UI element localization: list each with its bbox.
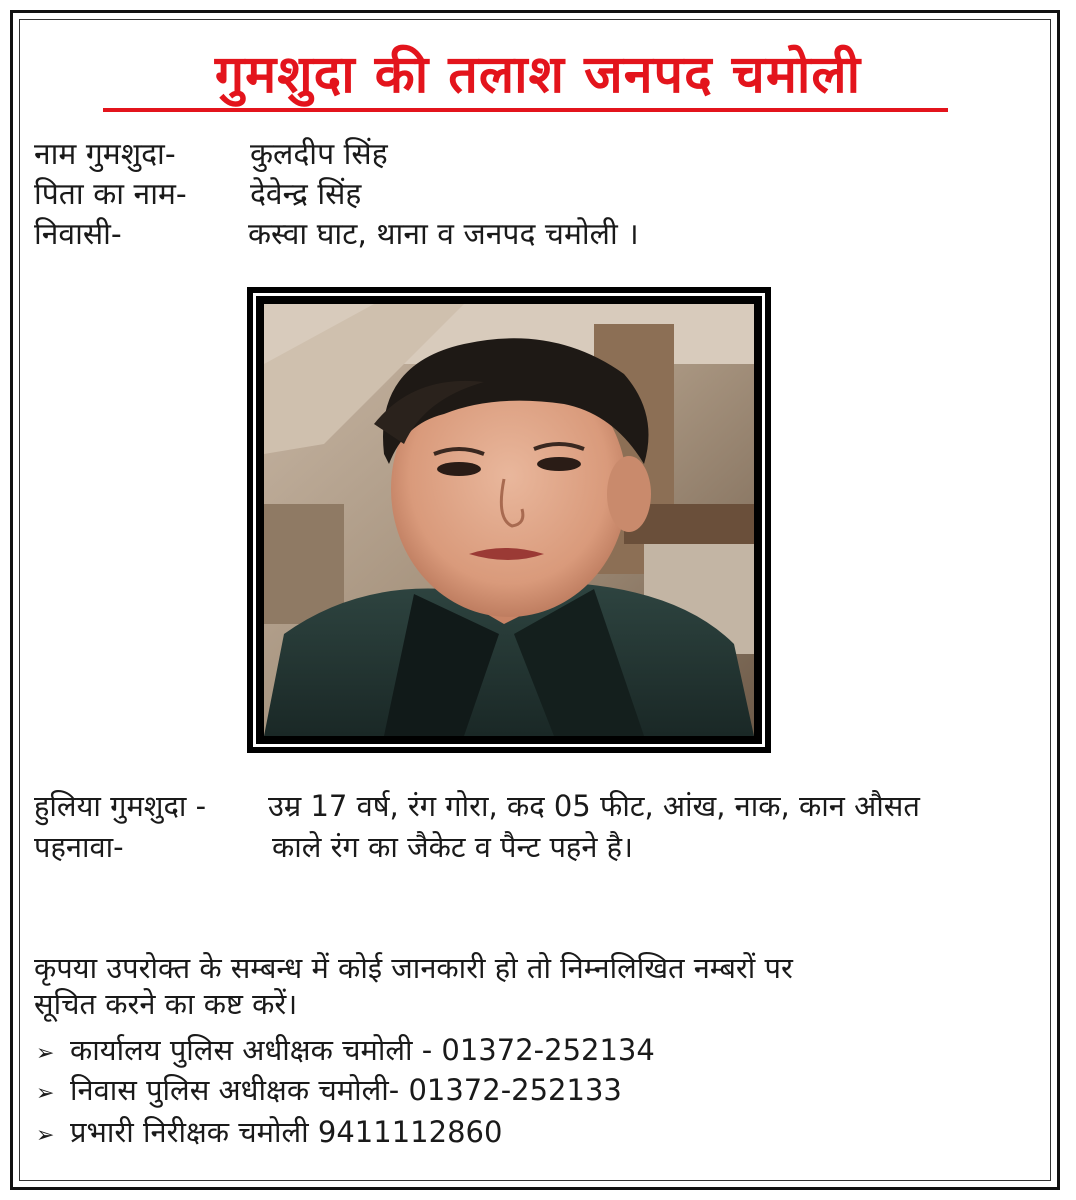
- missing-person-photo: [264, 304, 754, 736]
- contact-text: कार्यालय पुलिस अधीक्षक चमोली - 01372-252134: [70, 1033, 655, 1067]
- request-line-1: कृपया उपरोक्त के सम्बन्ध में कोई जानकारी हो तो निम्नलिखित नम्बरों पर: [34, 951, 793, 985]
- appearance-label: हुलिया गुमशुदा -: [34, 789, 207, 823]
- residence-value: कस्वा घाट, थाना व जनपद चमोली ।: [248, 217, 639, 252]
- father-value: देवेन्द्र सिंह: [250, 177, 362, 212]
- photo-frame: [247, 287, 771, 753]
- contact-item: [36, 1114, 502, 1154]
- name-label: नाम गुमशुदा-: [34, 137, 176, 172]
- request-line-2: सूचित करने का कष्ट करें।: [34, 987, 298, 1021]
- arrow-bullet-icon: ➢: [36, 1081, 55, 1106]
- contact-item: [36, 1032, 655, 1072]
- appearance-row: [34, 788, 920, 824]
- contact-item: [36, 1072, 622, 1112]
- contact-text: प्रभारी निरीक्षक चमोली 9411112860: [70, 1115, 503, 1149]
- poster-title: गुमशुदा की तलाश जनपद चमोली: [214, 45, 862, 105]
- father-label: पिता का नाम-: [34, 177, 187, 212]
- clothing-label: पहनावा-: [34, 830, 124, 864]
- contact-text: निवास पुलिस अधीक्षक चमोली- 01372-252133: [70, 1073, 622, 1107]
- arrow-bullet-icon: ➢: [36, 1123, 55, 1148]
- name-value: कुलदीप सिंह: [250, 137, 388, 172]
- residence-label: निवासी-: [34, 217, 122, 252]
- title-underline: [103, 108, 948, 112]
- appearance-value: उम्र 17 वर्ष, रंग गोरा, कद 05 फीट, आंख, नाक, कान औसत: [268, 789, 920, 823]
- clothing-value: काले रंग का जैकेट व पैन्ट पहने है।: [272, 830, 634, 864]
- clothing-row: [34, 829, 634, 865]
- arrow-bullet-icon: ➢: [36, 1041, 55, 1066]
